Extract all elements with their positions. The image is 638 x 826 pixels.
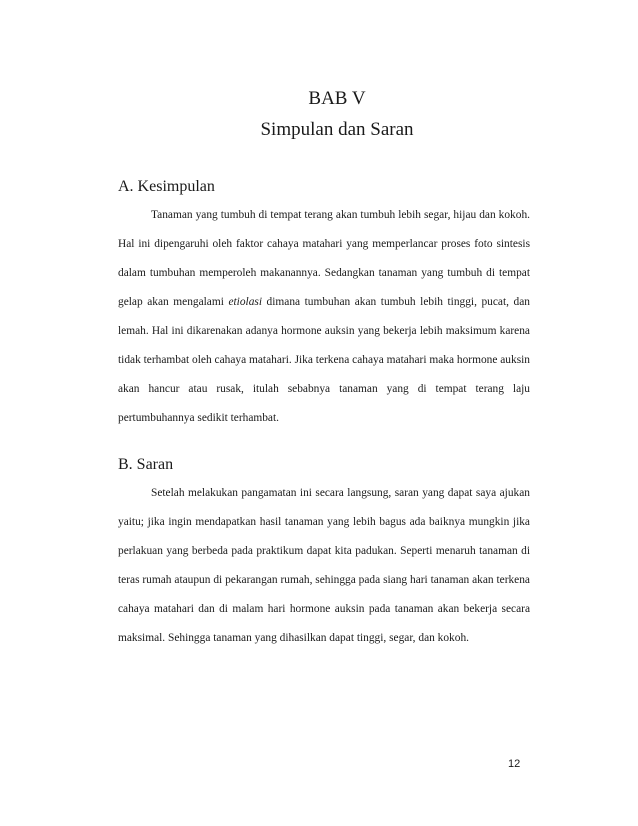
page-number: 12: [508, 758, 521, 770]
paragraph-text: dimana tumbuhan akan tumbuh lebih tinggi, pucat, dan lemah. Hal ini dikarenakan adanya hormone auksin yang bekerja lebih maksimum karena tidak terhambat oleh cahaya matahari. Jika terkena cahaya matahari maka hormone auksin akan hancur atau rusak, itulah sebabnya tanaman yang di tempat terang laju pertumbuhannya sedikit terhambat.: [118, 296, 530, 424]
paragraph-kesimpulan: [118, 201, 530, 433]
section-heading-kesimpulan: A. Kesimpulan: [118, 178, 215, 195]
chapter-title: Simpulan dan Saran: [260, 119, 414, 140]
emphasis-term: etiolasi: [228, 296, 262, 308]
paragraph-text: Tanaman yang tumbuh di tempat terang akan tumbuh lebih segar, hijau dan kokoh. Hal ini dipengaruhi oleh faktor cahaya matahari yang memperlancar proses foto sintesis dalam tumbuhan memperoleh makanannya. Sedangkan tanaman yang tumbuh di tempat gelap akan mengalami: [118, 209, 530, 308]
section-heading-saran: B. Saran: [118, 456, 174, 473]
paragraph-saran: Setelah melakukan pangamatan ini secara langsung, saran yang dapat saya ajukan yaitu; jika ingin mendapatkan hasil tanaman yang lebih bagus ada baiknya mungkin jika perlakuan yang berbeda pada praktikum dapat kita padukan. Seperti menaruh tanaman di teras rumah ataupun di pekarangan rumah, sehingga pada siang hari tanaman akan terkena cahaya matahari dan di malam hari hormone auksin pada tanaman akan bekerja secara maksimal. Sehingga tanaman yang dihasilkan dapat tinggi, segar, dan kokoh.: [118, 487, 530, 644]
chapter-number: BAB V: [308, 88, 366, 109]
